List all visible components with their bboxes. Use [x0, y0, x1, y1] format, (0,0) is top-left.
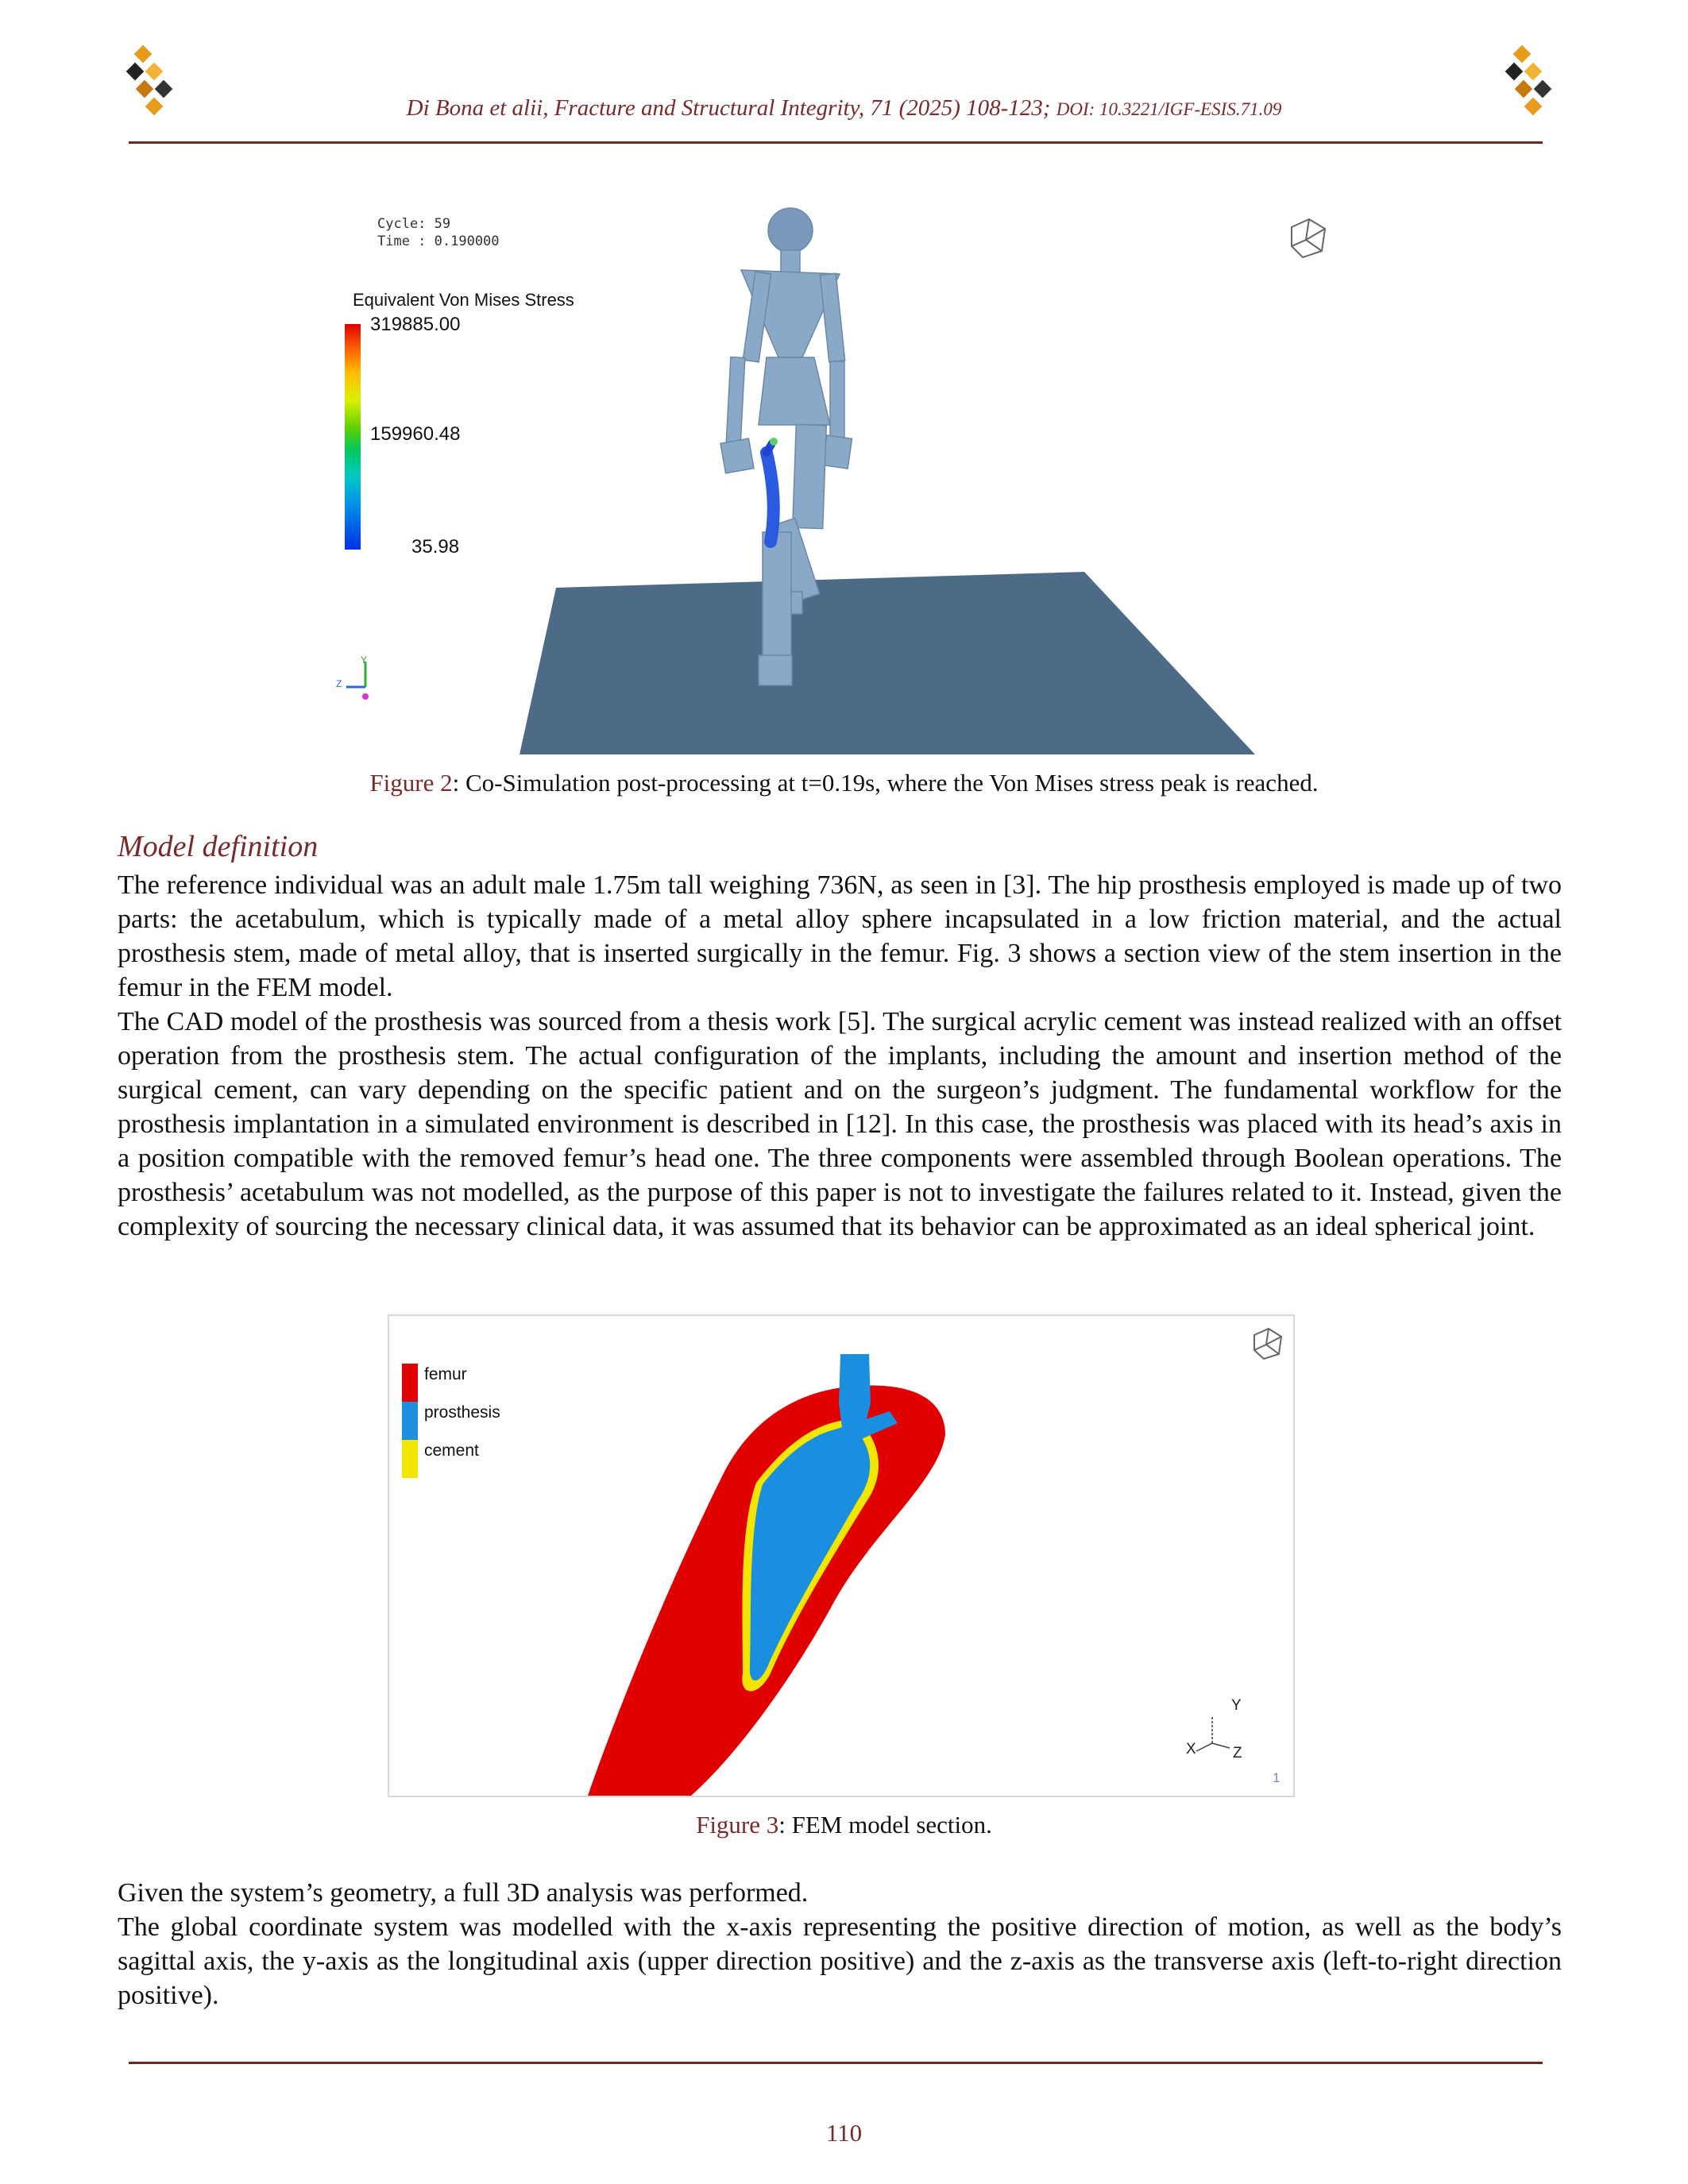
figure-3-label: Figure 3 — [696, 1811, 779, 1839]
page-number: 110 — [825, 2119, 863, 2147]
section-title: Model definition — [118, 830, 319, 863]
figure-2-caption-text: : Co-Simulation post-processing at t=0.19s, where the Von Mises stress peak is reached. — [452, 769, 1319, 797]
figure-2-caption — [0, 769, 1688, 797]
sim-time: Time : 0.190000 — [377, 233, 500, 249]
stress-mid-label: 159960.48 — [370, 423, 461, 445]
axis-y-label: Y — [361, 654, 368, 666]
sim-cycle: Cycle: 59 — [377, 216, 451, 232]
section-body — [118, 868, 1562, 1244]
paragraph: The CAD model of the prosthesis was sourced from a thesis work [5]. The surgical acrylic cement was instead realized with an offset operation from the prosthesis stem. The actual configuration of the implants, including the amount and insertion method of the surgical cement, can vary depending on the specific patient and on the surgeon’s judgment. The fundamental workflow for the prosthesis implantation in a simulated environment is described in [12]. In this case, the prosthesis was placed with its head’s axis in a position compatible with the removed femur’s head one. The three components were assembled through Boolean operations. The prosthesis’ acetabulum was not modelled, as the purpose of this paper is not to investigate the failures related to it. Instead, given the complexity of sourcing the necessary clinical data, it was assumed that its behavior can be approximated as an ideal spherical joint. — [118, 1007, 1562, 1241]
closing-body — [118, 1876, 1562, 2012]
stress-min-label: 35.98 — [411, 536, 460, 558]
paragraph: The global coordinate system was modelled with the x-axis representing the positive direction of motion, as well as the body’s sagittal axis, the y-axis as the longitudinal axis (upper direction positive) and the z-axis as the transverse axis (left-to-right direction positive). — [118, 1912, 1562, 2010]
axis-x-label: X — [1186, 1741, 1196, 1758]
viewport-number: 1 — [1273, 1770, 1280, 1785]
figure-3-caption — [0, 1811, 1688, 1839]
running-header — [0, 95, 1688, 122]
legend-label: cement — [424, 1441, 479, 1460]
axis-z-label: Z — [336, 678, 342, 689]
paragraph: Given the system’s geometry, a full 3D analysis was performed. — [118, 1878, 809, 1908]
legend-label: prosthesis — [424, 1403, 500, 1422]
figure-2-label: Figure 2 — [369, 769, 453, 797]
paragraph: The reference individual was an adult male 1.75m tall weighing 736N, as seen in [3]. The hip prosthesis employed is made up of two parts: the acetabulum, which is typically made of a metal alloy sphere incapsulated in a low friction material, and the actual prosthesis stem, made of metal alloy, that is inserted surgically in the femur. Fig. 3 shows a section view of the stem insertion in the femur in the FEM model. — [118, 870, 1562, 1002]
view-cube-icon — [1285, 216, 1330, 260]
axis-y-label: Y — [1231, 1697, 1242, 1714]
figure-3 — [388, 1314, 1295, 1797]
view-cube-icon — [1250, 1325, 1286, 1362]
legend-label: femur — [424, 1365, 467, 1383]
stress-color-bar — [345, 324, 361, 550]
figure-2 — [334, 199, 1358, 754]
humanoid-model — [651, 199, 985, 723]
figure-3-caption-text: : FEM model section. — [778, 1811, 992, 1839]
femur-section-drawing — [389, 1316, 1293, 1796]
stress-max-label: 319885.00 — [370, 314, 461, 335]
header-rule — [129, 141, 1543, 144]
stress-legend-title: Equivalent Von Mises Stress — [353, 290, 574, 310]
footer-rule — [129, 2062, 1543, 2064]
header-doi: DOI: 10.3221/IGF-ESIS.71.09 — [1056, 99, 1282, 119]
header-citation: Di Bona et alii, Fracture and Structural Integrity, 71 (2025) 108-123; — [406, 95, 1051, 121]
axis-z-label: Z — [1233, 1745, 1242, 1761]
